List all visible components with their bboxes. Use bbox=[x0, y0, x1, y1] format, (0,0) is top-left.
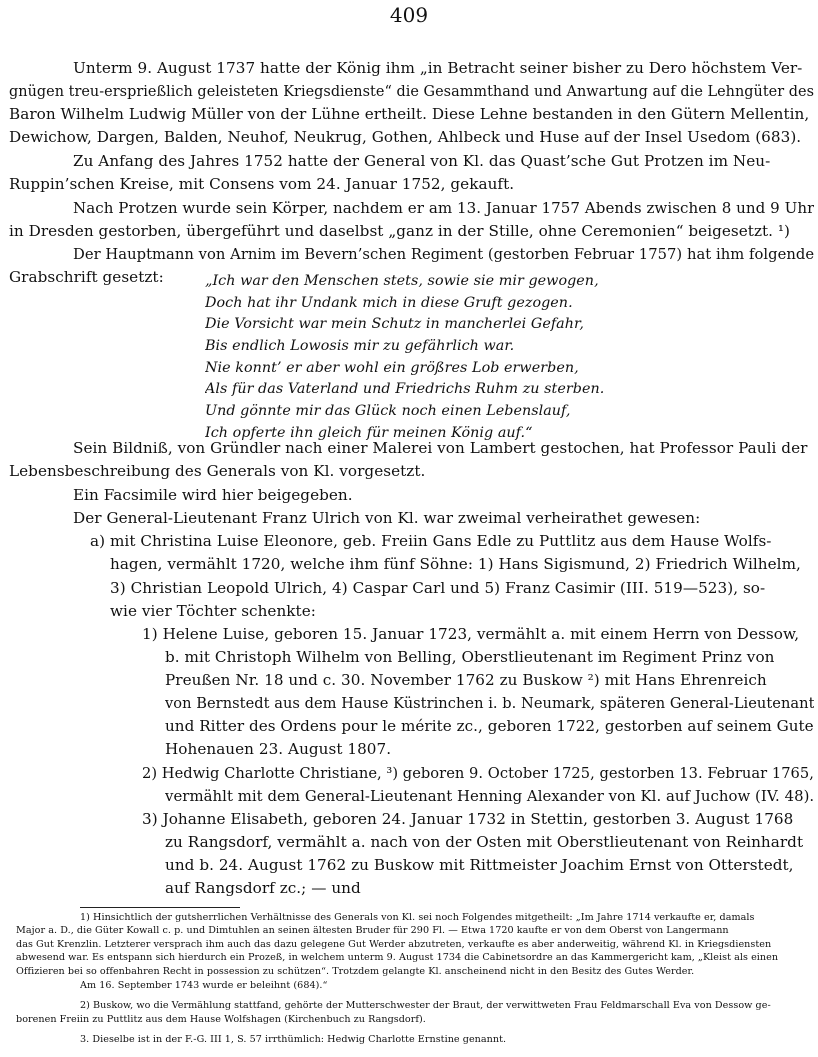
text-line: in Dresden gestorben, übergeführt und daselbst „ganz in der Stille, ohne Ceremonien“ beigesetzt. ¹) bbox=[9, 222, 791, 240]
text-line: Der Hauptmann von Arnim im Bevern’schen Regiment (gestorben Februar 1757) hat ihm folgende bbox=[73, 245, 814, 263]
text-line: Zu Anfang des Jahres 1752 hatte der General von Kl. das Quast’sche Gut Protzen im Neu- bbox=[73, 152, 771, 170]
text-line: Unterm 9. August 1737 hatte der König ihm „in Betracht seiner bisher zu Dero höchstem Ver- bbox=[73, 59, 803, 77]
text-line: vermählt mit dem General-Lieutenant Henning Alexander von Kl. auf Juchow (IV. 48). bbox=[165, 787, 815, 805]
footnote-line: Major a. D., die Güter Kowall c. p. und Dimtuhlen an seinen ältesten Bruder für 290 Fl. — Etwa 1720 kaufte er von dem Oberst von Langermann bbox=[16, 925, 729, 936]
text-line: b. mit Christoph Wilhelm von Belling, Oberstlieutenant im Regiment Prinz von bbox=[165, 648, 775, 666]
text-line: 3) Christian Leopold Ulrich, 4) Caspar Carl und 5) Franz Casimir (III. 519—523), so- bbox=[110, 579, 766, 597]
text-line: Ruppin’schen Kreise, mit Consens vom 24. Januar 1752, gekauft. bbox=[9, 175, 515, 193]
text-line: Lebensbeschreibung des Generals von Kl. vorgesetzt. bbox=[9, 462, 426, 480]
poem-line: Und gönnte mir das Glück noch einen Lebenslauf, bbox=[205, 403, 571, 419]
poem-line: Die Vorsicht war mein Schutz in mancherlei Gefahr, bbox=[205, 316, 584, 332]
text-line: Baron Wilhelm Ludwig Müller von der Lühne ertheilt. Diese Lehne bestanden in den Gütern Mellentin, bbox=[9, 105, 810, 123]
footnote-line: 2) Buskow, wo die Vermählung stattfand, gehörte der Mutterschwester der Braut, der verwittweten Frau Feldmarschall Eva von Dessow ge- bbox=[80, 1000, 771, 1011]
footnote-line: abwesend war. Es entspann sich hierdurch ein Prozeß, in welchem unterm 9. August 1734 die Cabinetsordre an das Kammergericht kam, „Kleist als einen bbox=[16, 952, 779, 963]
text-line: Preußen Nr. 18 und c. 30. November 1762 zu Buskow ²) mit Hans Ehrenreich bbox=[165, 671, 767, 689]
poem-line: Doch hat ihr Undank mich in diese Gruft gezogen. bbox=[205, 295, 573, 311]
poem-line: „Ich war den Menschen stets, sowie sie mir gewogen, bbox=[205, 273, 599, 289]
text-line: auf Rangsdorf zc.; — und bbox=[165, 879, 361, 897]
text-line: gnügen treu-ersprießlich geleisteten Kriegsdienste“ die Gesammthand und Anwartung auf die Lehngüter des bbox=[9, 82, 815, 100]
text-line: hagen, vermählt 1720, welche ihm fünf Söhne: 1) Hans Sigismund, 2) Friedrich Wilhelm, bbox=[110, 555, 801, 573]
text-line: wie vier Töchter schenkte: bbox=[110, 602, 316, 620]
text-line: 3) Johanne Elisabeth, geboren 24. Januar 1732 in Stettin, gestorben 3. August 1768 bbox=[142, 810, 794, 828]
text-line: Dewichow, Dargen, Balden, Neuhof, Neukrug, Gothen, Ahlbeck und Huse auf der Insel Usedom (683). bbox=[9, 128, 802, 146]
text-line: Ein Facsimile wird hier beigegeben. bbox=[73, 486, 353, 504]
text-line: zu Rangsdorf, vermählt a. nach von der Osten mit Oberstlieutenant von Reinhardt bbox=[165, 833, 804, 851]
poem-line: Nie konnt’ er aber wohl ein größres Lob erwerben, bbox=[205, 360, 579, 376]
footnote-line: Offizieren bei so offenbahren Recht in possession zu schützen“. Trotzdem gelangte Kl. anscheinend nicht in den Besitz des Gutes Werder. bbox=[16, 966, 695, 977]
text-line: Grabschrift gesetzt: bbox=[9, 268, 164, 286]
footnote-divider bbox=[80, 907, 240, 908]
poem-line: Als für das Vaterland und Friedrichs Ruhm zu sterben. bbox=[205, 381, 605, 397]
poem-line: Ich opferte ihn gleich für meinen König auf.“ bbox=[205, 425, 533, 441]
text-line: Der General-Lieutenant Franz Ulrich von Kl. war zweimal verheirathet gewesen: bbox=[73, 509, 701, 527]
text-line: Sein Bildniß, von Gründler nach einer Malerei von Lambert gestochen, hat Professor Pauli der bbox=[73, 439, 808, 457]
text-line: und Ritter des Ordens pour le mérite zc., geboren 1722, gestorben auf seinem Gute bbox=[165, 717, 814, 735]
poem-line: Bis endlich Lowosis mir zu gefährlich war. bbox=[205, 338, 515, 354]
footnote-line: das Gut Krenzlin. Letzterer versprach ihm auch das dazu gelegene Gut Werder abzutreten, verkaufte es aber anderweitig, während Kl. in Kriegsdiensten bbox=[16, 939, 772, 950]
footnote-line: 1) Hinsichtlich der gutsherrlichen Verhältnisse des Generals von Kl. sei noch Folgendes mitgetheilt: „Im Jahre 1714 verkaufte er, damals bbox=[80, 912, 755, 923]
footnote-line: Am 16. September 1743 wurde er beleihnt (684).“ bbox=[80, 980, 328, 991]
footnote-line: borenen Freiin zu Puttlitz aus dem Hause Wolfshagen (Kirchenbuch zu Rangsdorf). bbox=[16, 1014, 426, 1025]
text-line: Hohenauen 23. August 1807. bbox=[165, 740, 392, 758]
text-line: a) mit Christina Luise Eleonore, geb. Freiin Gans Edle zu Puttlitz aus dem Hause Wolfs- bbox=[90, 532, 772, 550]
footnote-line: 3. Dieselbe ist in der F.-G. III 1, S. 57 irrthümlich: Hedwig Charlotte Ernstine genannt. bbox=[80, 1034, 507, 1045]
text-line: 2) Hedwig Charlotte Christiane, ³) geboren 9. October 1725, gestorben 13. Februar 1765, bbox=[142, 764, 814, 782]
text-line: von Bernstedt aus dem Hause Küstrinchen i. b. Neumark, späteren General-Lieutenant bbox=[165, 694, 815, 712]
text-line: Nach Protzen wurde sein Körper, nachdem er am 13. Januar 1757 Abends zwischen 8 und 9 Uhr bbox=[73, 199, 814, 217]
text-line: und b. 24. August 1762 zu Buskow mit Rittmeister Joachim Ernst von Otterstedt, bbox=[165, 856, 794, 874]
page-number: 409 bbox=[389, 3, 429, 27]
text-line: 1) Helene Luise, geboren 15. Januar 1723, vermählt a. mit einem Herrn von Dessow, bbox=[142, 625, 800, 643]
